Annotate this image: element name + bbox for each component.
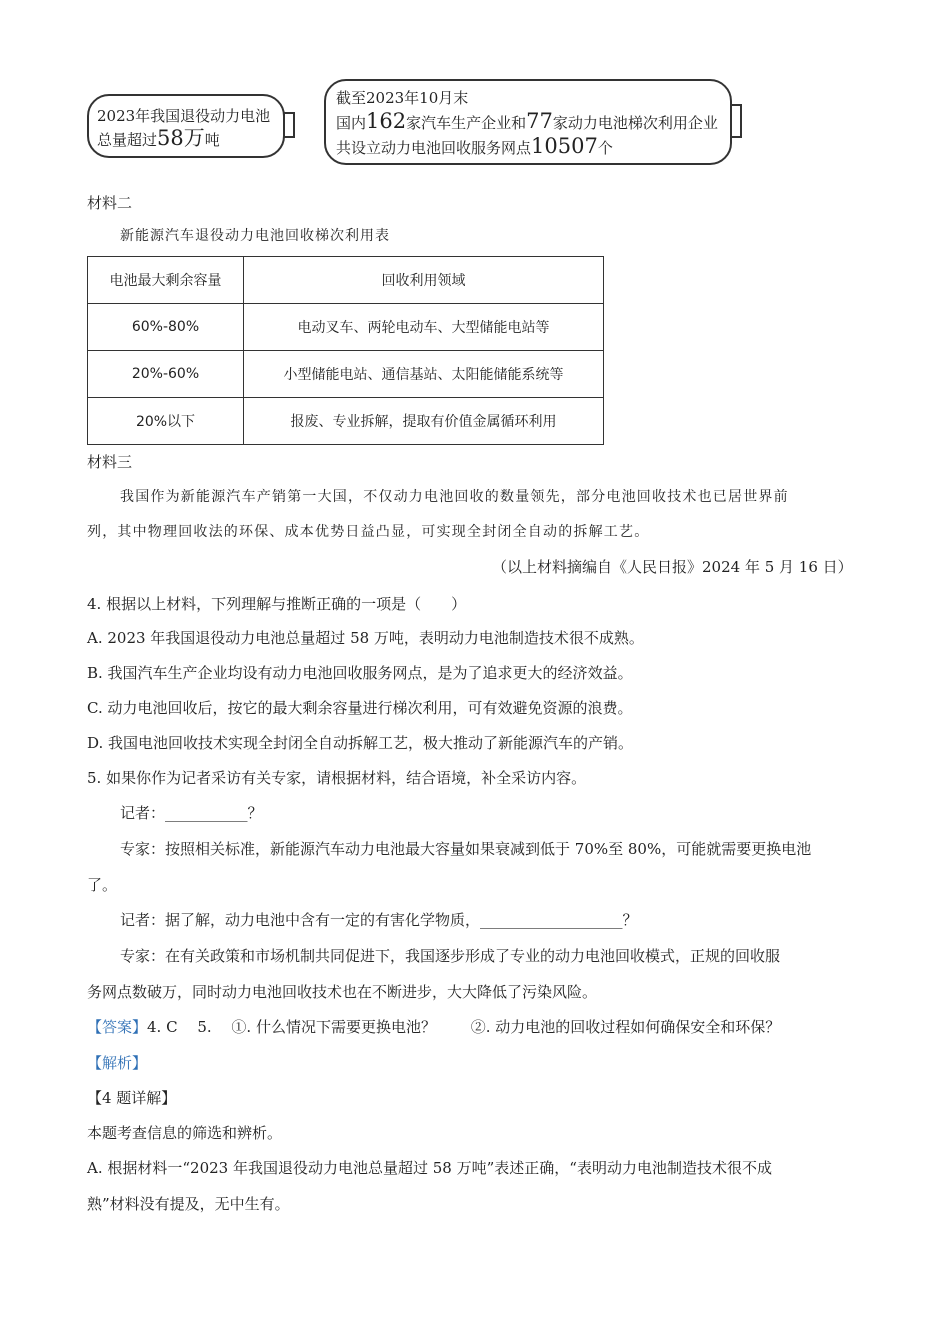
q5-expert2-line2: 务网点数破万，同时动力电池回收技术也在不断进步，大大降低了污染风险。 — [87, 983, 598, 1001]
q4-stem: 4. 根据以上材料，下列理解与推断正确的一项是（ ） — [87, 595, 467, 613]
analysis-tag: 【解析】 — [87, 1054, 148, 1072]
q5-expert1-line2: 了。 — [87, 876, 118, 894]
battery2-line3: 共设立动力电池回收服务网点10507个 — [336, 134, 613, 158]
material2-label: 材料二 — [87, 194, 133, 212]
table-cell: 60%-80% — [88, 304, 244, 351]
q5-expert1-line1: 专家：按照相关标准，新能源汽车动力电池最大容量如果衰减到低于 70%至 80%，可能就需要更换电池 — [120, 840, 812, 858]
analysis-intro: 本题考查信息的筛选和辨析。 — [87, 1124, 283, 1142]
q4-option-c: C. 动力电池回收后，按它的最大剩余容量进行梯次利用，可有效避免资源的浪费。 — [87, 699, 633, 717]
table-cell: 报废、专业拆解，提取有价值金属循环利用 — [244, 398, 604, 445]
answer-text: 4. C 5. ①. 什么情况下需要更换电池？ ②. 动力电池的回收过程如何确保安全和环保？ — [147, 1018, 781, 1036]
table-header-row — [88, 257, 604, 304]
battery-graphic-1 — [87, 94, 285, 158]
battery-graphic-2 — [324, 79, 732, 165]
q4-option-a: A. 2023 年我国退役动力电池总量超过 58 万吨，表明动力电池制造技术很不成熟。 — [87, 629, 644, 647]
table-cell: 小型储能电站、通信基站、太阳能储能系统等 — [244, 351, 604, 398]
table-header-capacity: 电池最大剩余容量 — [88, 257, 244, 304]
q5-stem: 5. 如果你作为记者采访有关专家，请根据材料，结合语境，补全采访内容。 — [87, 769, 587, 787]
battery1-line2: 总量超过58万吨 — [97, 126, 220, 150]
table-cell: 电动叉车、两轮电动车、大型储能电站等 — [244, 304, 604, 351]
battery1-line1: 2023年我国退役动力电池 — [97, 107, 271, 125]
table-title: 新能源汽车退役动力电池回收梯次利用表 — [120, 228, 390, 244]
battery2-tip — [730, 104, 742, 138]
table-header-field: 回收利用领域 — [244, 257, 604, 304]
battery2-line1: 截至2023年10月末 — [336, 89, 469, 107]
material3-line1: 我国作为新能源汽车产销第一大国，不仅动力电池回收的数量领先，部分电池回收技术也已居世界前 — [120, 489, 789, 505]
table-row — [88, 304, 604, 351]
table-cell: 20%-60% — [88, 351, 244, 398]
q5-reporter1: 记者：___________？ — [120, 804, 263, 822]
battery1-tip — [283, 112, 295, 138]
q5-reporter2: 记者：据了解，动力电池中含有一定的有害化学物质，___________________？ — [120, 911, 638, 929]
analysis-a-line1: A. 根据材料一“2023 年我国退役动力电池总量超过 58 万吨”表述正确，“表明动力电池制造技术很不成 — [87, 1159, 772, 1177]
analysis-a-line2: 熟”材料没有提及，无中生有。 — [87, 1195, 290, 1213]
answer-line — [87, 1017, 780, 1037]
table-cell: 20%以下 — [88, 398, 244, 445]
material3-source: （以上材料摘编自《人民日报》2024 年 5 月 16 日） — [492, 558, 853, 576]
battery2-line2: 国内162家汽车生产企业和77家动力电池梯次利用企业 — [336, 109, 718, 133]
answer-tag: 【答案】 — [87, 1018, 148, 1036]
analysis-detail-head: 【4 题详解】 — [87, 1089, 177, 1107]
material3-line2: 列，其中物理回收法的环保、成本优势日益凸显，可实现全封闭全自动的拆解工艺。 — [87, 524, 650, 540]
q5-expert2-line1: 专家：在有关政策和市场机制共同促进下，我国逐步形成了专业的动力电池回收模式，正规的回收服 — [120, 947, 781, 965]
q4-option-b: B. 我国汽车生产企业均设有动力电池回收服务网点，是为了追求更大的经济效益。 — [87, 664, 633, 682]
q4-option-d: D. 我国电池回收技术实现全封闭全自动拆解工艺，极大推动了新能源汽车的产销。 — [87, 734, 634, 752]
table-row — [88, 351, 604, 398]
material3-label: 材料三 — [87, 453, 133, 471]
table-row — [88, 398, 604, 445]
recycling-table — [87, 256, 604, 445]
